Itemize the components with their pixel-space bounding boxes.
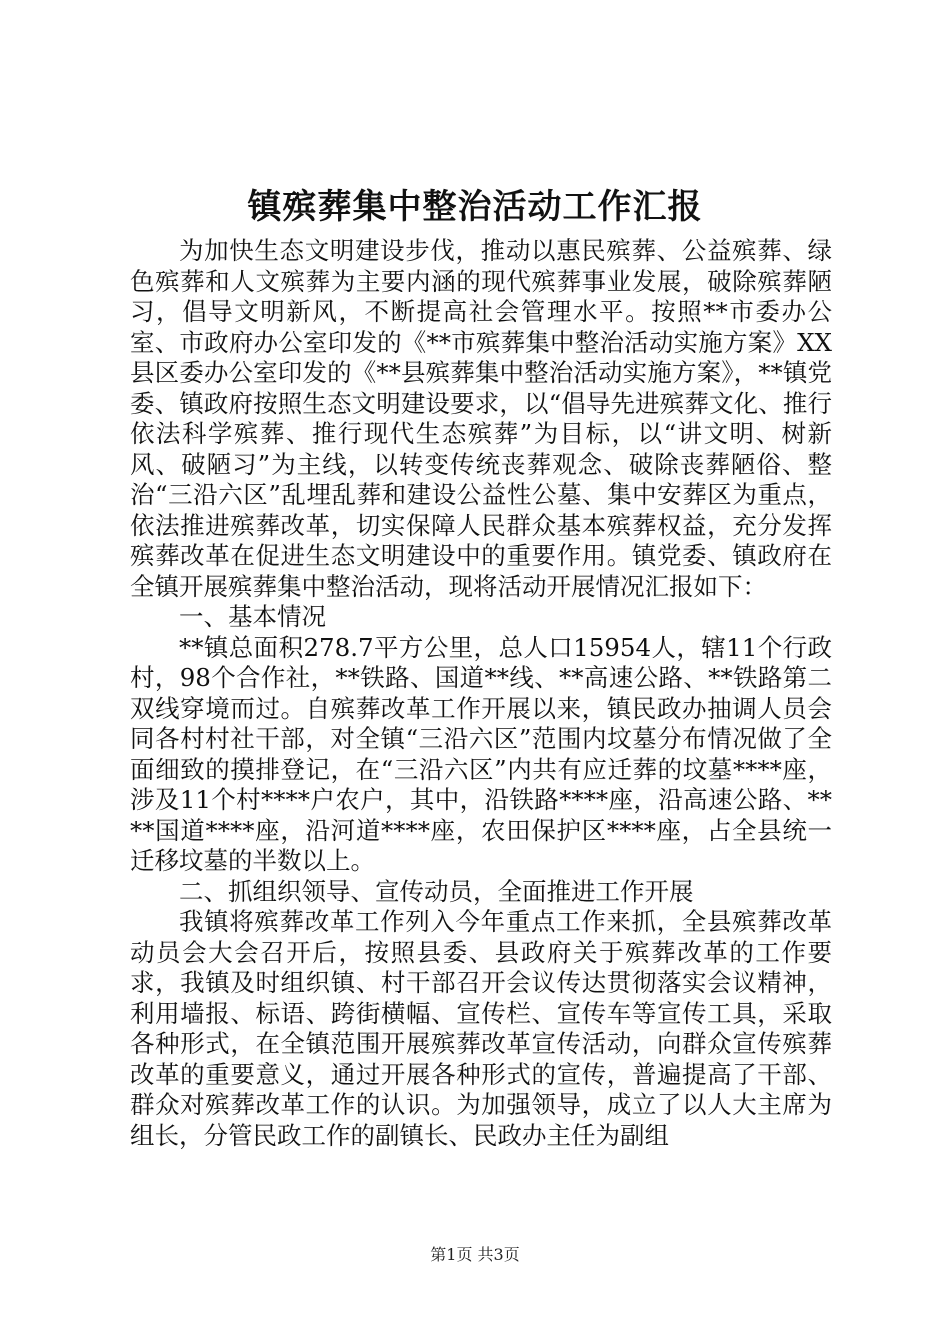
document-body: [130, 236, 832, 1151]
intro-paragraph: 为加快生态文明建设步伐，推动以惠民殡葬、公益殡葬、绿色殡葬和人文殡葬为主要内涵的现代殡葬事业发展，破除殡葬陋习，倡导文明新风，不断提高社会管理水平。按照**市委办公室、市政府办公室印发的《**市殡葬集中整治活动实施方案》XX县区委办公室印发的《**县殡葬集中整治活动实施方案》，**镇党委、镇政府按照生态文明建设要求，以“倡导先进殡葬文化、推行依法科学殡葬、推行现代生态殡葬”为目标，以“讲文明、树新风、破陋习”为主线，以转变传统丧葬观念、破除丧葬陋俗、整治“三沿六区”乱埋乱葬和建设公益性公墓、集中安葬区为重点，依法推进殡葬改革，切实保障人民群众基本殡葬权益，充分发挥殡葬改革在促进生态文明建设中的重要作用。镇党委、镇政府在全镇开展殡葬集中整治活动，现将活动开展情况汇报如下：: [130, 236, 832, 601]
page-footer: 第1页 共3页: [430, 1245, 520, 1264]
organization-paragraph: 我镇将殡葬改革工作列入今年重点工作来抓，全县殡葬改革动员会大会召开后，按照县委、县政府关于殡葬改革的工作要求，我镇及时组织镇、村干部召开会议传达贯彻落实会议精神，利用墙报、标语、跨街横幅、宣传栏、宣传车等宣传工具，采取各种形式，在全镇范围开展殡葬改革宣传活动，向群众宣传殡葬改革的重要意义，通过开展各种形式的宣传，普遍提高了干部、群众对殡葬改革工作的认识。为加强领导，成立了以人大主席为组长，分管民政工作的副镇长、民政办主任为副组: [130, 907, 832, 1150]
section-heading-basic-situation: 一、基本情况: [179, 602, 326, 631]
section-heading-organization: 二、抓组织领导、宣传动员，全面推进工作开展: [179, 876, 694, 906]
basic-situation-paragraph: **镇总面积278.7平方公里，总人口15954人，辖11个行政村，98个合作社，**铁路、国道**线、**高速公路、**铁路第二双线穿境而过。自殡葬改革工作开展以来，镇民政办抽调人员会同各村村社干部，对全镇“三沿六区”范围内坟墓分布情况做了全面细致的摸排登记，在“三沿六区”内共有应迁葬的坟墓****座，涉及11个村****户农户，其中，沿铁路****座，沿高速公路、****国道****座，沿河道****座，农田保护区****座，占全县统一迁移坟墓的半数以上。: [130, 632, 832, 875]
document-title: 镇殡葬集中整治活动工作汇报: [247, 187, 703, 227]
